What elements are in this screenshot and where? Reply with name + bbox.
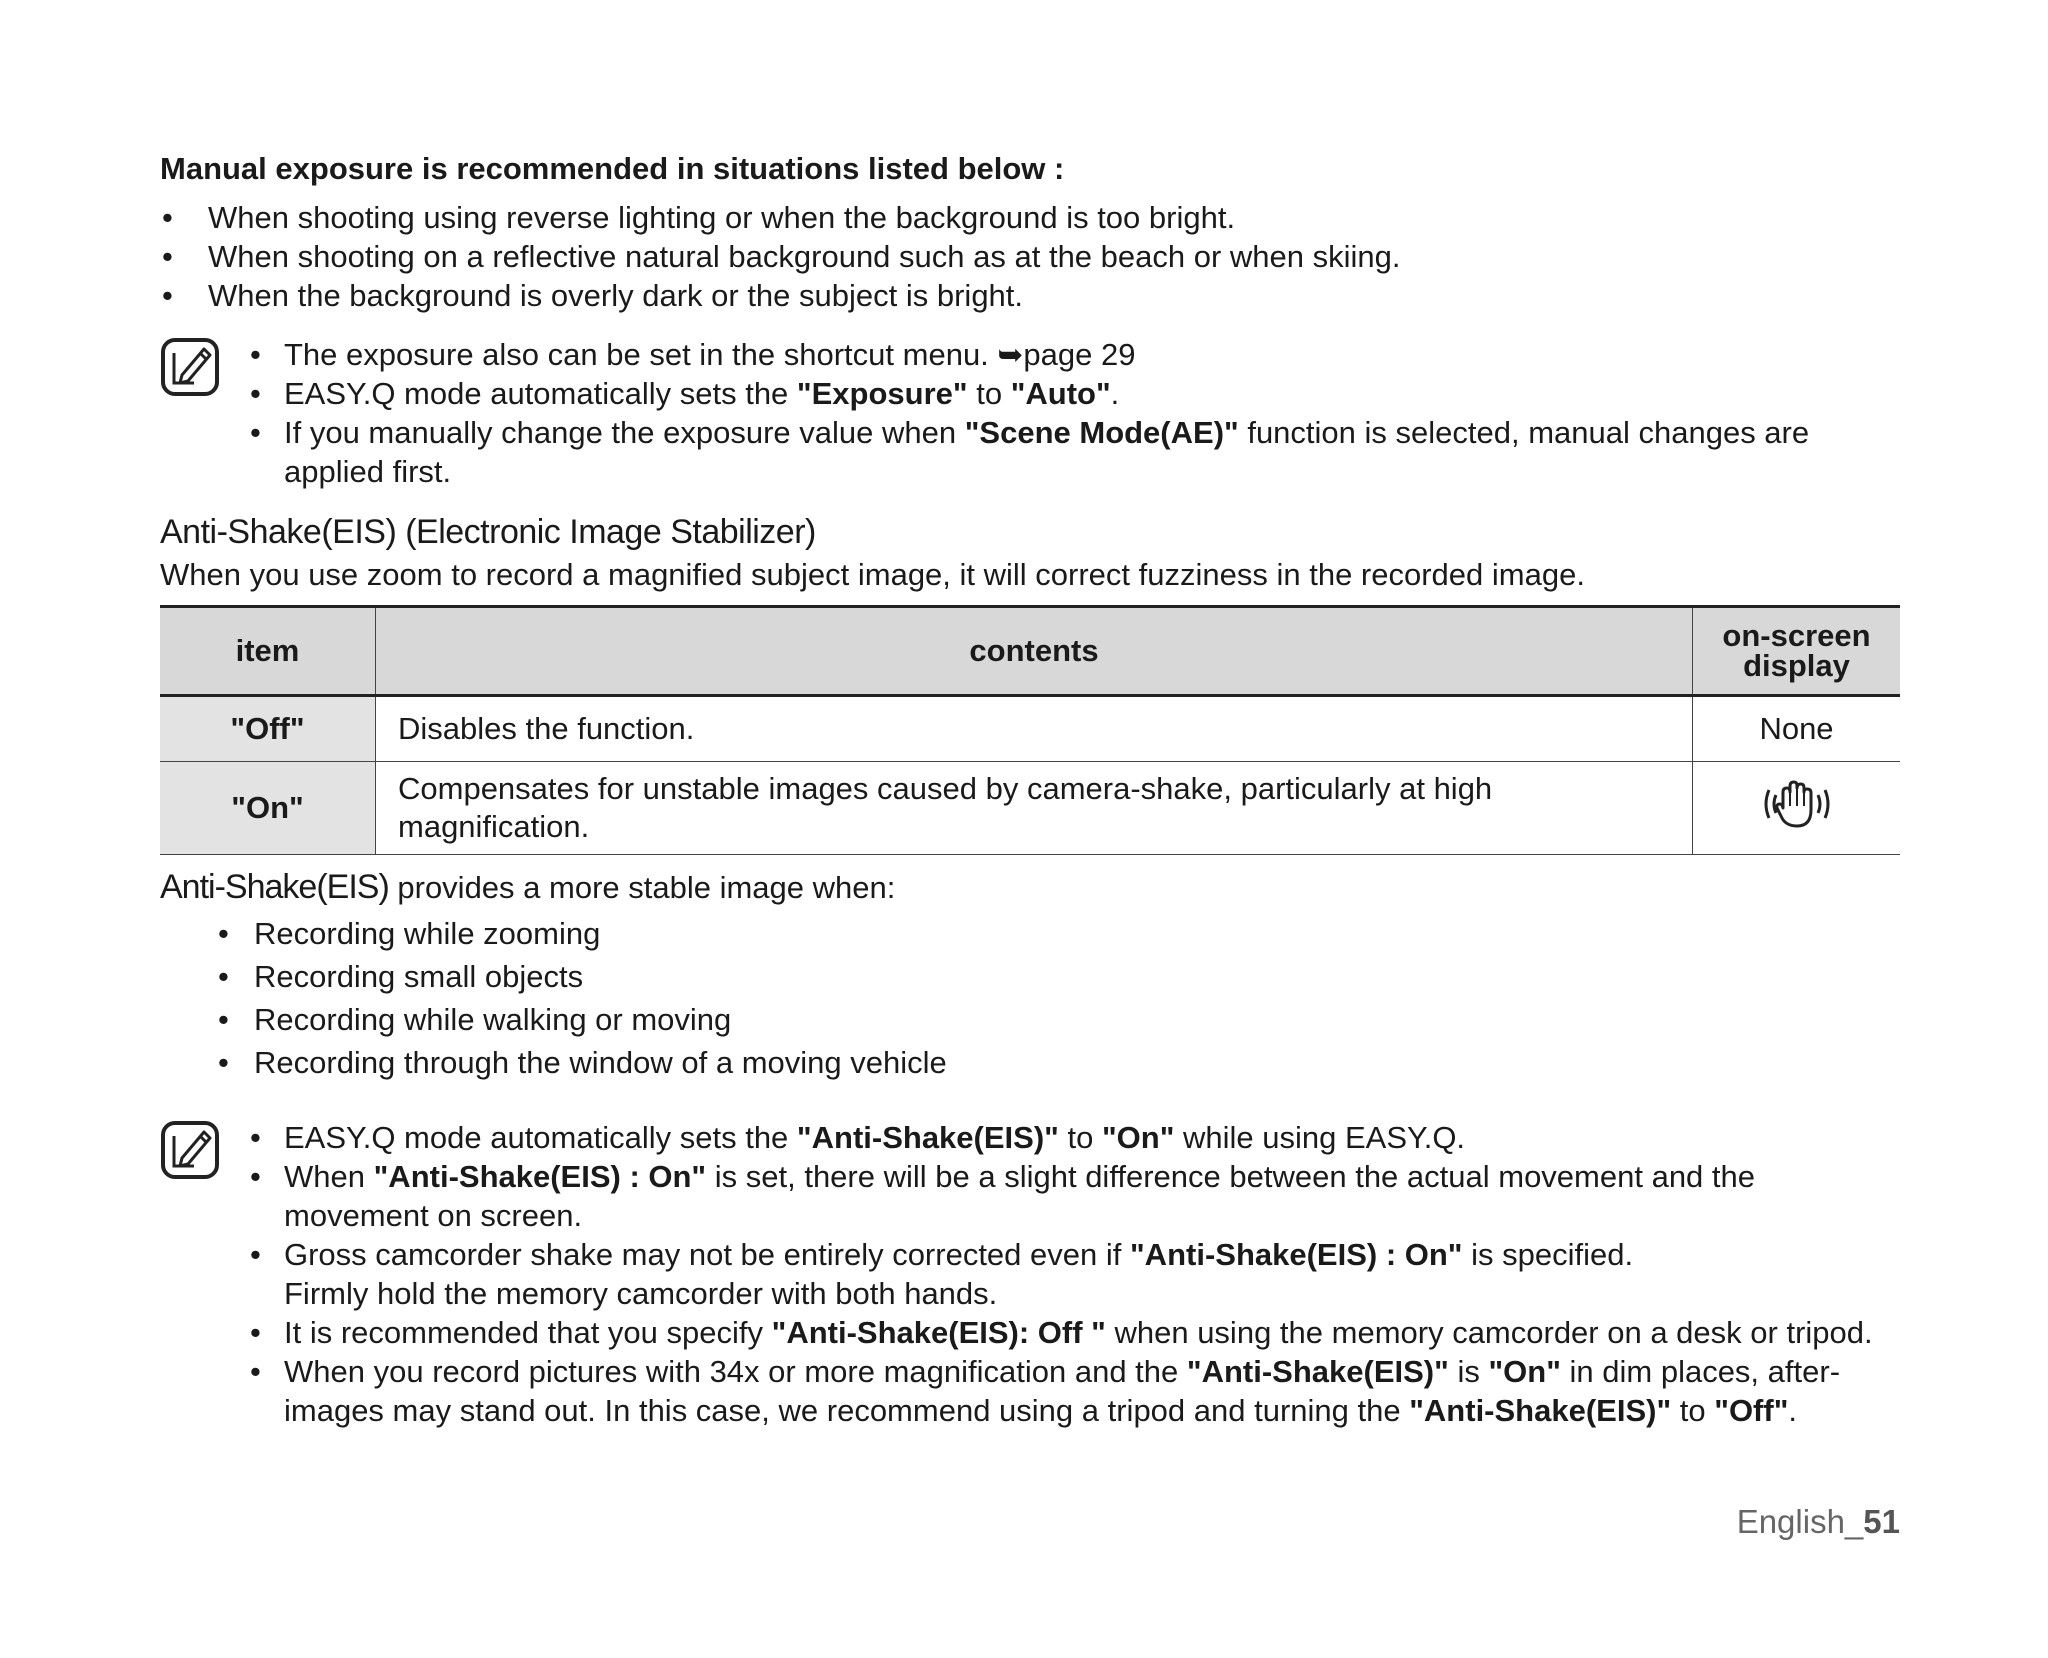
note-block-anti-shake [160, 1118, 1900, 1430]
note-pencil-icon [160, 1120, 220, 1180]
note-block-exposure [160, 335, 1900, 491]
note-pencil-icon [160, 337, 220, 397]
manual-exposure-list [160, 198, 1900, 315]
section-description: When you use zoom to record a magnified subject image, it will correct fuzziness in the recorded image. [160, 557, 1585, 592]
cell-osd: None [1693, 696, 1901, 762]
table-row [160, 696, 1900, 762]
anti-shake-table [160, 605, 1900, 855]
note-item: • When "Anti-Shake(EIS) : On" is set, there will be a slight difference between the actual movement and the movement on screen. [248, 1157, 1900, 1235]
list-item: • When the background is overly dark or the subject is bright. [160, 276, 1900, 315]
list-item: • When shooting using reverse lighting or when the background is too bright. [160, 198, 1900, 237]
list-item: • When shooting on a reflective natural background such as at the beach or when skiing. [160, 237, 1900, 276]
page-number: 51 [1863, 1503, 1900, 1540]
note-item: • Gross camcorder shake may not be entirely corrected even if "Anti-Shake(EIS) : On" is specified. Firmly hold the memory camcorder with both hands. [248, 1235, 1900, 1313]
footer-language: English_ [1736, 1503, 1864, 1540]
shaking-hand-icon [1761, 778, 1833, 830]
page-reference: page 29 [1023, 337, 1136, 372]
note-item: • If you manually change the exposure value when "Scene Mode(AE)" function is selected, manual changes are applied first. [248, 413, 1900, 491]
list-item: • Recording through the window of a moving vehicle [218, 1041, 1900, 1084]
cell-contents: Disables the function. [376, 696, 1693, 762]
cell-contents: Compensates for unstable images caused by camera-shake, particularly at high magnification. [376, 762, 1693, 855]
list-item: • Recording while walking or moving [218, 998, 1900, 1041]
table-row [160, 762, 1900, 855]
cell-item: "Off" [160, 696, 376, 762]
section-title: Anti-Shake(EIS) (Electronic Image Stabilizer) [160, 513, 816, 551]
page-footer [1737, 1503, 1900, 1541]
stable-image-intro: Anti-Shake(EIS) provides a more stable image when: [160, 868, 896, 906]
note-item: • EASY.Q mode automatically sets the "Anti-Shake(EIS)" to "On" while using EASY.Q. [248, 1118, 1900, 1157]
list-item: • Recording small objects [218, 955, 1900, 998]
arrow-right-icon: ➥ [997, 337, 1024, 372]
note-item: • When you record pictures with 34x or more magnification and the "Anti-Shake(EIS)" is "On" in dim places, after-images may stand out. In this case, we recommend using a tripod and turning the "Anti-Shake(EIS)" to "Off". [248, 1352, 1900, 1430]
note-item: • EASY.Q mode automatically sets the "Exposure" to "Auto". [248, 374, 1900, 413]
cell-item: "On" [160, 762, 376, 855]
note-list [248, 1118, 1900, 1430]
cell-osd [1693, 762, 1901, 855]
stable-image-list [160, 912, 1900, 1084]
note-list [248, 335, 1900, 491]
column-header-item: item [160, 607, 376, 696]
column-header-osd: on-screen display [1693, 607, 1901, 696]
note-item: • It is recommended that you specify "Anti-Shake(EIS): Off " when using the memory camcorder on a desk or tripod. [248, 1313, 1900, 1352]
column-header-contents: contents [376, 607, 1693, 696]
manual-page [160, 150, 1900, 1430]
note-item: • The exposure also can be set in the shortcut menu. ➥page 29 [248, 335, 1900, 374]
manual-exposure-heading: Manual exposure is recommended in situations listed below : [160, 151, 1065, 186]
list-item: • Recording while zooming [218, 912, 1900, 955]
